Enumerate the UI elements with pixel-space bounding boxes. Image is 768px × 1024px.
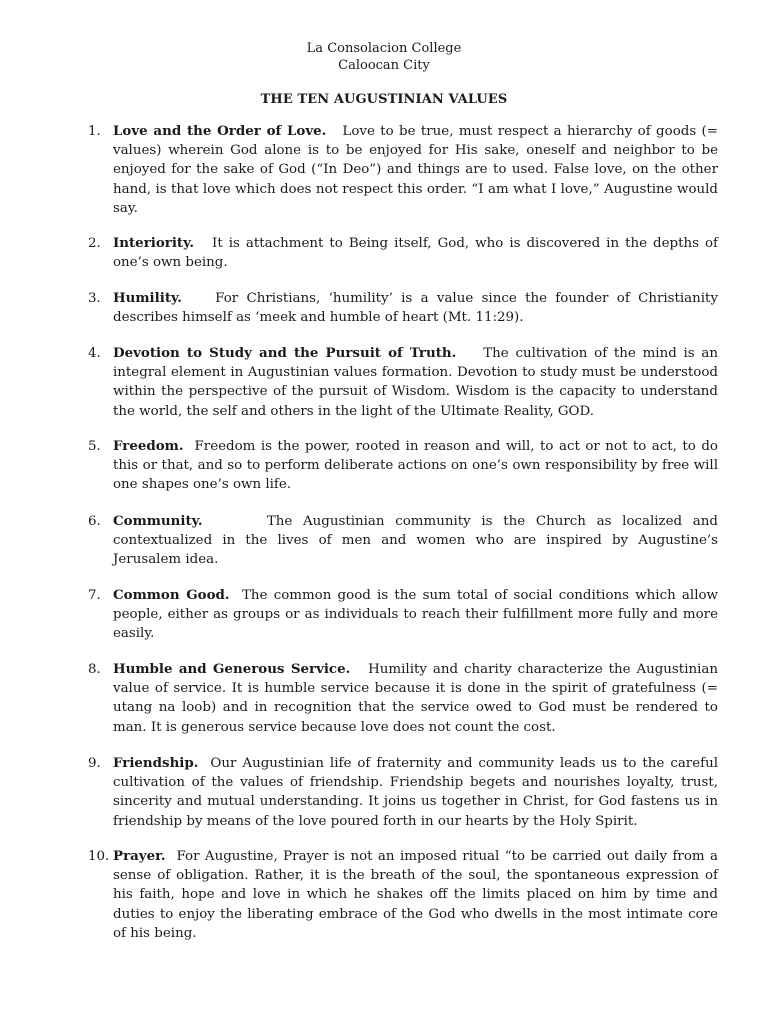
value-item-6 — [88, 512, 718, 570]
value-description: Humility and charity characterize the Augustinian value of service. It is humble service because it is done in the spirit of gratefulness (= utang na loob) and in recognition that the service owed to God must be rendered to man. It is generous service because love does not count the cost. — [113, 662, 718, 735]
value-description: Our Augustinian life of fraternity and community leads us to the careful cultivation of the values of friendship. Friendship begets and nourishes loyalty, trust, sincerity and mutual understanding. It joins us together in Christ, for God fastens us in friendship by means of the love poured forth in our hearts by the Holy Spirit. — [113, 756, 718, 829]
value-term: Community. — [113, 513, 203, 529]
value-term: Devotion to Study and the Pursuit of Truth. — [113, 345, 457, 361]
value-description: The cultivation of the mind is an integral element in Augustinian values formation. Devotion to study must be understood within the perspective of the pursuit of Wisdom. Wisdom is the capacity to understand the world, the self and others in the light of the Ultimate Reality, GOD. — [113, 346, 718, 419]
value-term: Friendship. — [113, 755, 199, 771]
value-item-8 — [88, 660, 718, 737]
value-description: Love to be true, must respect a hierarchy of goods (= values) wherein God alone is to be enjoyed for His sake, oneself and neighbor to be enjoyed for the sake of God (“In Deo”) and things are to used. False love, on the other hand, is that love which does not respect this order. “I am what I love,” Augustine would say. — [113, 124, 718, 216]
value-term: Freedom. — [113, 438, 184, 454]
item-number: 4. — [88, 346, 101, 361]
item-number: 9. — [88, 756, 101, 771]
value-item-3 — [88, 289, 718, 327]
value-item-9 — [88, 754, 718, 831]
item-number: 8. — [88, 662, 101, 677]
value-item-4 — [88, 344, 718, 421]
item-number: 1. — [88, 124, 101, 139]
value-term: Humility. — [113, 290, 182, 306]
institution-city: Caloocan City — [338, 58, 430, 73]
value-description: For Augustine, Prayer is not an imposed ritual “to be carried out daily from a sense of obligation. Rather, it is the breath of the soul, the spontaneous expression of his faith, hope and love in which he shakes off the limits placed on him by time and duties to enjoy the liberating embrace of the God who dwells in the most intimate core of his being. — [113, 849, 719, 941]
value-item-10 — [88, 847, 718, 943]
value-term: Common Good. — [113, 587, 230, 603]
value-description: The Augustinian community is the Church as localized and contextualized in the lives of men and women who are inspired by Augustine’s Jerusalem idea. — [113, 514, 718, 568]
value-term: Prayer. — [113, 848, 166, 864]
value-description: The common good is the sum total of social conditions which allow people, either as groups or as individuals to reach their fulfillment more fully and more easily. — [113, 588, 719, 642]
value-term: Love and the Order of Love. — [113, 123, 327, 139]
item-number: 2. — [88, 236, 101, 251]
value-description: Freedom is the power, rooted in reason and will, to act or not to act, to do this or that, and so to perform deliberate actions on one’s own responsibility by free will one shapes one’s own life. — [113, 439, 718, 493]
value-description: For Christians, ‘humility’ is a value since the founder of Christianity describes himself as ‘meek and humble of heart (Mt. 11:29). — [113, 291, 719, 326]
item-number: 10. — [88, 849, 110, 864]
value-item-1 — [88, 122, 718, 218]
item-number: 3. — [88, 291, 101, 306]
document-title: THE TEN AUGUSTINIAN VALUES — [260, 92, 508, 107]
value-item-5 — [88, 437, 718, 495]
value-term: Interiority. — [113, 235, 195, 251]
item-number: 7. — [88, 588, 101, 603]
value-item-2 — [88, 234, 718, 272]
value-item-7 — [88, 586, 718, 644]
item-number: 5. — [88, 439, 101, 454]
value-term: Humble and Generous Service. — [113, 661, 351, 677]
item-number: 6. — [88, 514, 101, 529]
institution-name: La Consolacion College — [306, 41, 462, 56]
value-description: It is attachment to Being itself, God, who is discovered in the depths of one’s own being. — [113, 236, 718, 271]
